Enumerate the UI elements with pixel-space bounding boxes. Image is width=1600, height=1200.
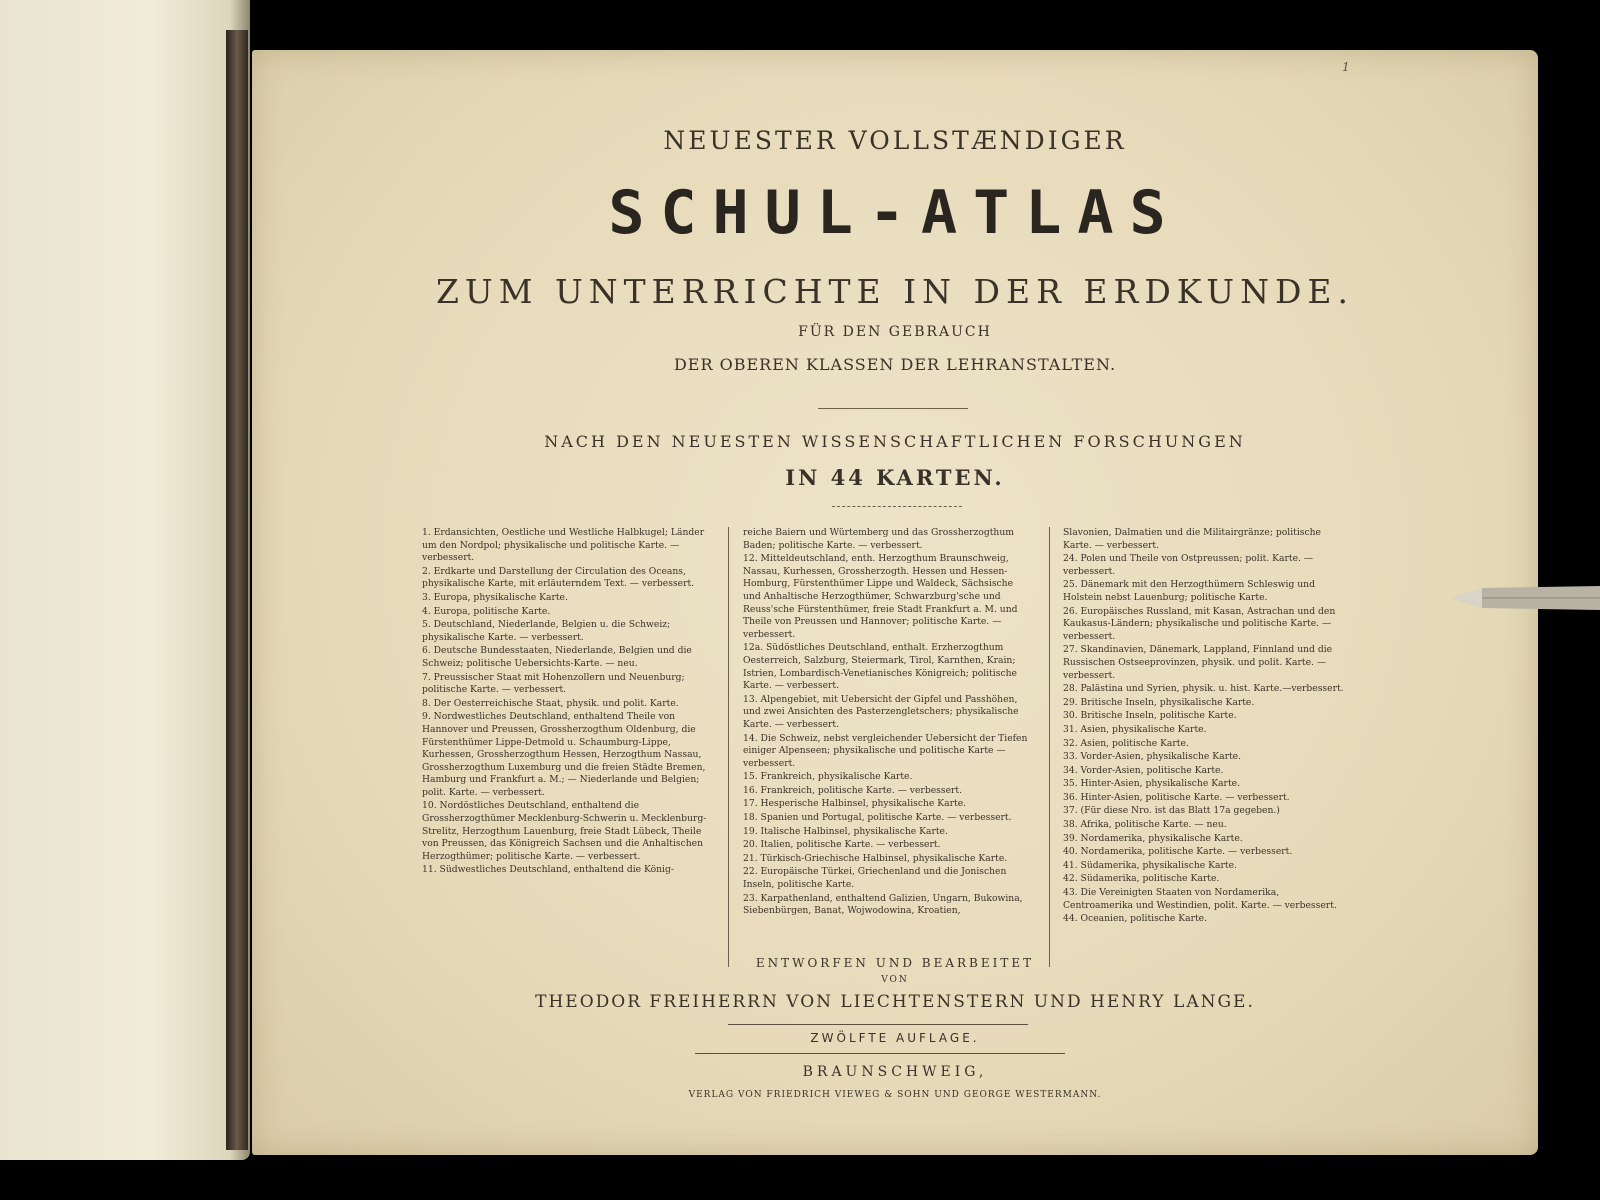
divider-rule (832, 506, 962, 507)
divider-rule (695, 1053, 1065, 1054)
contents-entry: 5. Deutschland, Niederlande, Belgien u. die Schweiz; physikalische Karte. — verbessert. (422, 619, 671, 643)
contents-entry: 30. Britische Inseln, politische Karte. (1063, 710, 1237, 722)
contents-entry: 13. Alpengebiet, mit Uebersicht der Gipfel und Passhöhen, und zwei Ansichten des Pasterzengletschers; physikalische Karte. — verbessert. (743, 693, 1019, 730)
contents-entry: 23. Karpathenland, enthaltend Galizien, Ungarn, Bukowina, Siebenbürgen, Banat, Wojwodowina, Kroatien, (743, 892, 1023, 917)
contents-entry: 25. Dänemark mit den Herzogthümern Schleswig und Holstein nebst Lauenburg; politische Karte. (1063, 579, 1315, 603)
divider-rule (728, 1024, 1028, 1025)
contents-entry: 39. Nordamerika, physikalische Karte. (1063, 832, 1243, 844)
contents-entry: 44. Oceanien, politische Karte. (1063, 913, 1208, 925)
title-page (252, 50, 1538, 1155)
contents-column-2 (743, 527, 1029, 919)
contents-entry: 3. Europa, physikalische Karte. (422, 591, 568, 603)
subtitle-audience: DER OBEREN KLASSEN DER LEHRANSTALTEN. (673, 355, 1117, 374)
contents-column-3 (1063, 527, 1349, 927)
contents-entry: 29. Britische Inseln, physikalische Karte. (1063, 696, 1255, 708)
contents-entry: 7. Preussischer Staat mit Hohenzollern und Neuenburg; politische Karte. — verbessert. (422, 671, 685, 696)
contents-entry: 26. Europäisches Russland, mit Kasan, Astrachan und den Kaukasus-Ländern; physikalische und politische Karte. — verbessert. (1063, 605, 1336, 642)
map-count: IN 44 KARTEN. (785, 465, 1005, 490)
contents-entry: 24. Polen und Theile von Ostpreussen; polit. Karte. — verbessert. (1063, 553, 1314, 577)
contents-entry: 33. Vorder-Asien, physikalische Karte. (1063, 751, 1242, 763)
table-of-contents (422, 527, 1600, 975)
contents-entry: 42. Südamerika, politische Karte. (1063, 873, 1220, 885)
contents-entry: 14. Die Schweiz, nebst vergleichender Uebersicht der Tiefen einiger Alpenseen; physikalische und politische Karte — verbessert. (743, 732, 1028, 769)
contents-column-1 (422, 527, 708, 878)
contents-entry: 21. Türkisch-Griechische Halbinsel, physikalische Karte. (743, 852, 1008, 864)
contents-entry: 28. Palästina und Syrien, physik. u. hist. Karte.—verbessert. (1063, 683, 1344, 695)
title-line-1: NEUESTER VOLLSTÆNDIGER (663, 126, 1127, 155)
contents-entry: 43. Die Vereinigten Staaten von Nordamerika, Centroamerika und Westindien, polit. Karte. — verbessert. (1063, 887, 1337, 911)
contents-entry: 11. Südwestliches Deutschland, enthaltend die König- (422, 864, 674, 876)
subtitle-usage: FÜR DEN GEBRAUCH (798, 324, 992, 340)
contents-entry: 36. Hinter-Asien, politische Karte. — verbessert. (1063, 791, 1290, 803)
contents-entry: 8. Der Oesterreichische Staat, physik. und polit. Karte. (422, 697, 679, 709)
contents-entry: 38. Afrika, politische Karte. — neu. (1063, 819, 1227, 831)
column-separator (728, 527, 729, 967)
contents-entry: 20. Italien, politische Karte. — verbessert. (743, 839, 941, 851)
contents-entry: reiche Baiern und Würtemberg und das Grossherzogthum Baden; politische Karte. — verbessert. (743, 527, 1014, 551)
pencil-pointer (1452, 580, 1600, 616)
contents-entry: 9. Nordwestliches Deutschland, enthaltend Theile von Hannover und Preussen, Grossherzogthum Oldenburg, die Fürstenthümer Lippe-Detmold u. Schaumburg-Lippe, Kurhessen, Grossherzogthum Hessen, Herzogthum Nassau, Grossherzogthum Luxemburg und die freien Städte Bremen, Hamburg und Frankfurt a. M.; — Niederlande und Belgien; polit. Karte. — verbessert. (422, 711, 706, 798)
contents-entry: 12. Mitteldeutschland, enth. Herzogthum Braunschweig, Nassau, Kurhessen, Grossherzogth. Hessen und Hessen-Homburg, Fürstenthümer Lippe und Waldeck, Sächsische und Anhaltische Herzogthümer, Schwarzburg'sche und Reuss'sche Fürstenthümer, freie Stadt Frankfurt a. M. und Theile von Preussen und Hannover; politische Karte. — verbessert. (743, 553, 1018, 640)
left-flyleaf (0, 0, 250, 1160)
authors: THEODOR FREIHERRN VON LIECHTENSTERN UND HENRY LANGE. (535, 992, 1255, 1012)
book-spine (226, 30, 248, 1150)
contents-entry: 4. Europa, politische Karte. (422, 605, 551, 617)
contents-entry: 37. (Für diese Nro. ist das Blatt 17a gegeben.) (1063, 805, 1280, 817)
credit-line: ENTWORFEN UND BEARBEITET (755, 956, 1035, 970)
contents-entry: 34. Vorder-Asien, politische Karte. (1063, 764, 1224, 776)
contents-entry: 35. Hinter-Asien, physikalische Karte. (1063, 778, 1240, 790)
divider-rule (818, 408, 968, 409)
contents-entry: 15. Frankreich, physikalische Karte. (743, 771, 913, 783)
contents-entry: 17. Hesperische Halbinsel, physikalische Karte. (743, 798, 967, 810)
contents-entry: 18. Spanien und Portugal, politische Karte. — verbessert. (743, 812, 1012, 824)
page-mark: 1 (1342, 60, 1350, 74)
contents-entry: 40. Nordamerika, politische Karte. — verbessert. (1063, 846, 1293, 858)
contents-entry: 22. Europäische Türkei, Griechenland und die Jonischen Inseln, politische Karte. (743, 866, 1007, 891)
contents-entry: 12a. Südöstliches Deutschland, enthalt. Erzherzogthum Oesterreich, Salzburg, Steiermark, Tirol, Karnthen, Krain; Istrien, Lombardisch-Venetianisches Königreich; politische Karte. — verbessert. (743, 642, 1017, 692)
publisher: VERLAG VON FRIEDRICH VIEWEG & SOHN UND GEORGE WESTERMANN. (688, 1090, 1102, 1100)
contents-entry: 16. Frankreich, politische Karte. — verbessert. (743, 784, 963, 796)
contents-entry: 31. Asien, physikalische Karte. (1063, 723, 1207, 735)
main-title: SCHUL-ATLAS (608, 178, 1182, 248)
contents-entry: 32. Asien, politische Karte. (1063, 737, 1189, 749)
contents-entry: 6. Deutsche Bundesstaaten, Niederlande, Belgien und die Schweiz; politische Uebersichts-Karte. — neu. (422, 645, 692, 669)
contents-entry: 41. Südamerika, physikalische Karte. (1063, 859, 1237, 871)
contents-entry: 2. Erdkarte und Darstellung der Circulation des Oceans, physikalische Karte, mit erläuterndem Text. — verbessert. (422, 565, 695, 590)
subtitle-research: NACH DEN NEUESTEN WISSENSCHAFTLICHEN FORSCHUNGEN (544, 432, 1246, 451)
contents-entry: 10. Nordöstliches Deutschland, enthaltend die Grossherzogthümer Mecklenburg-Schwerin u. Mecklenburg-Strelitz, Herzogthum Lauenburg, freie Stadt Lübeck, Theile von Preussen, das Königreich Sachsen und die Anhaltischen Herzogthümer; politische Karte. — verbessert. (422, 800, 707, 862)
contents-entry: 27. Skandinavien, Dänemark, Lappland, Finnland und die Russischen Ostseeprovinzen, physik. und polit. Karte. — verbessert. (1063, 644, 1333, 681)
credit-von: VON (881, 975, 909, 985)
subtitle: ZUM UNTERRICHTE IN DER ERDKUNDE. (435, 272, 1355, 311)
edition: ZWÖLFTE AUFLAGE. (810, 1031, 980, 1045)
column-separator (1049, 527, 1050, 967)
contents-entry: 19. Italische Halbinsel, physikalische Karte. (743, 825, 948, 837)
contents-entry: Slavonien, Dalmatien und die Militairgränze; politische Karte. — verbessert. (1063, 527, 1321, 551)
contents-entry: 1. Erdansichten, Oestliche und Westliche Halbkugel; Länder um den Nordpol; physikalische und politische Karte. — verbessert. (422, 527, 705, 564)
place-of-publication: BRAUNSCHWEIG, (802, 1064, 988, 1080)
